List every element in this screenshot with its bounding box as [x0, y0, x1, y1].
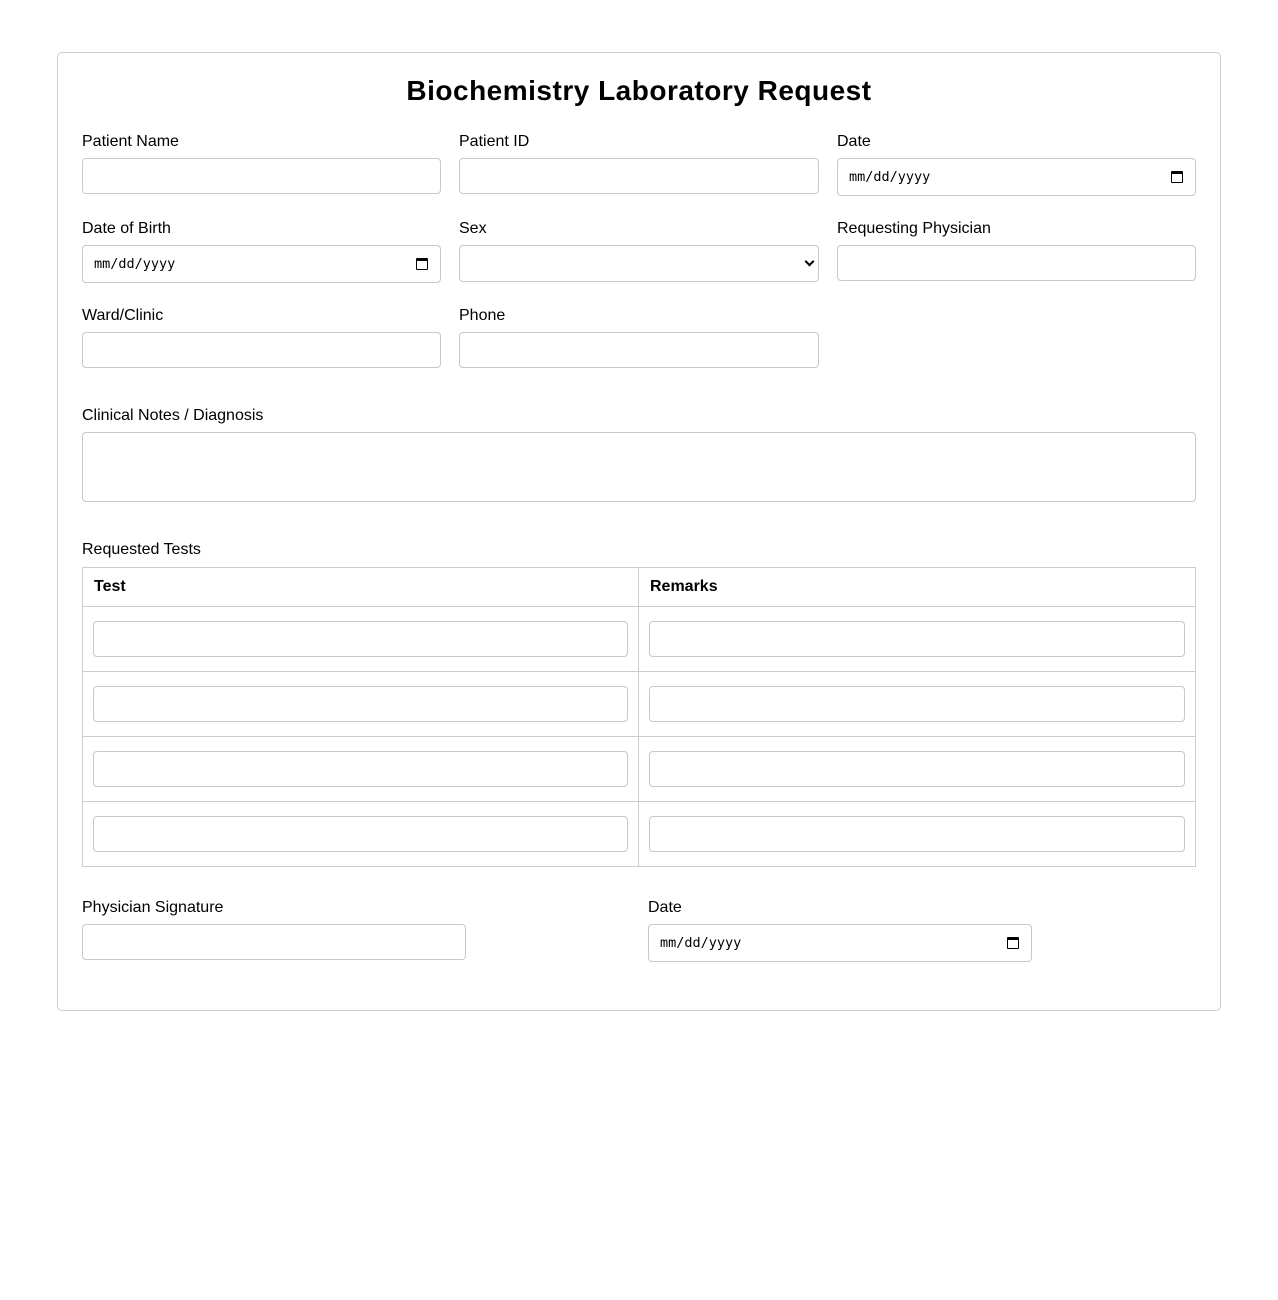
lab-request-form [57, 52, 1221, 1011]
sex-group [459, 220, 819, 282]
patient-name-input[interactable] [82, 158, 441, 194]
page-title: Biochemistry Laboratory Request [406, 75, 872, 106]
ward-group [82, 307, 441, 368]
calendar-icon[interactable] [416, 258, 428, 270]
requested-tests-table [82, 567, 1196, 867]
dob-group [82, 220, 441, 283]
signature-date-group [648, 899, 1032, 962]
dob-placeholder: mm/dd/yyyy [94, 256, 176, 272]
signature-group [82, 899, 466, 960]
clinical-notes-label: Clinical Notes / Diagnosis [82, 407, 264, 424]
requested-tests-label: Requested Tests [82, 541, 201, 558]
remarks-input-2[interactable] [649, 686, 1185, 722]
patient-id-group [459, 133, 819, 194]
clinical-notes-textarea[interactable] [82, 432, 1196, 502]
date-input[interactable] [837, 158, 1196, 196]
physician-input[interactable] [837, 245, 1196, 281]
signature-date-placeholder: mm/dd/yyyy [660, 935, 742, 951]
sex-select[interactable] [459, 245, 819, 282]
patient-id-label: Patient ID [459, 133, 530, 150]
column-header-test: Test [83, 568, 639, 607]
patient-name-group [82, 133, 441, 194]
remarks-input-3[interactable] [649, 751, 1185, 787]
date-group [837, 133, 1196, 196]
dob-input[interactable] [82, 245, 441, 283]
table-row [83, 737, 1196, 802]
physician-group [837, 220, 1196, 281]
dob-label: Date of Birth [82, 220, 171, 237]
patient-name-label: Patient Name [82, 133, 179, 150]
phone-label: Phone [459, 307, 506, 324]
physician-label: Requesting Physician [837, 220, 991, 237]
date-label: Date [837, 133, 871, 150]
signature-input[interactable] [82, 924, 466, 960]
remarks-input-1[interactable] [649, 621, 1185, 657]
remarks-input-4[interactable] [649, 816, 1185, 852]
calendar-icon[interactable] [1171, 171, 1183, 183]
sex-label: Sex [459, 220, 487, 237]
column-header-remarks: Remarks [639, 568, 1196, 607]
test-input-2[interactable] [93, 686, 628, 722]
table-row [83, 607, 1196, 672]
chevron-down-icon [805, 257, 815, 267]
signature-label: Physician Signature [82, 899, 224, 916]
table-header-row [83, 568, 1196, 607]
test-input-1[interactable] [93, 621, 628, 657]
phone-group [459, 307, 819, 368]
ward-label: Ward/Clinic [82, 307, 164, 324]
table-row [83, 672, 1196, 737]
phone-input[interactable] [459, 332, 819, 368]
table-row [83, 802, 1196, 867]
ward-input[interactable] [82, 332, 441, 368]
test-input-3[interactable] [93, 751, 628, 787]
clinical-notes-group [82, 407, 1196, 502]
signature-date-label: Date [648, 899, 682, 916]
date-placeholder: mm/dd/yyyy [849, 169, 931, 185]
test-input-4[interactable] [93, 816, 628, 852]
signature-date-input[interactable] [648, 924, 1032, 962]
patient-id-input[interactable] [459, 158, 819, 194]
calendar-icon[interactable] [1007, 937, 1019, 949]
